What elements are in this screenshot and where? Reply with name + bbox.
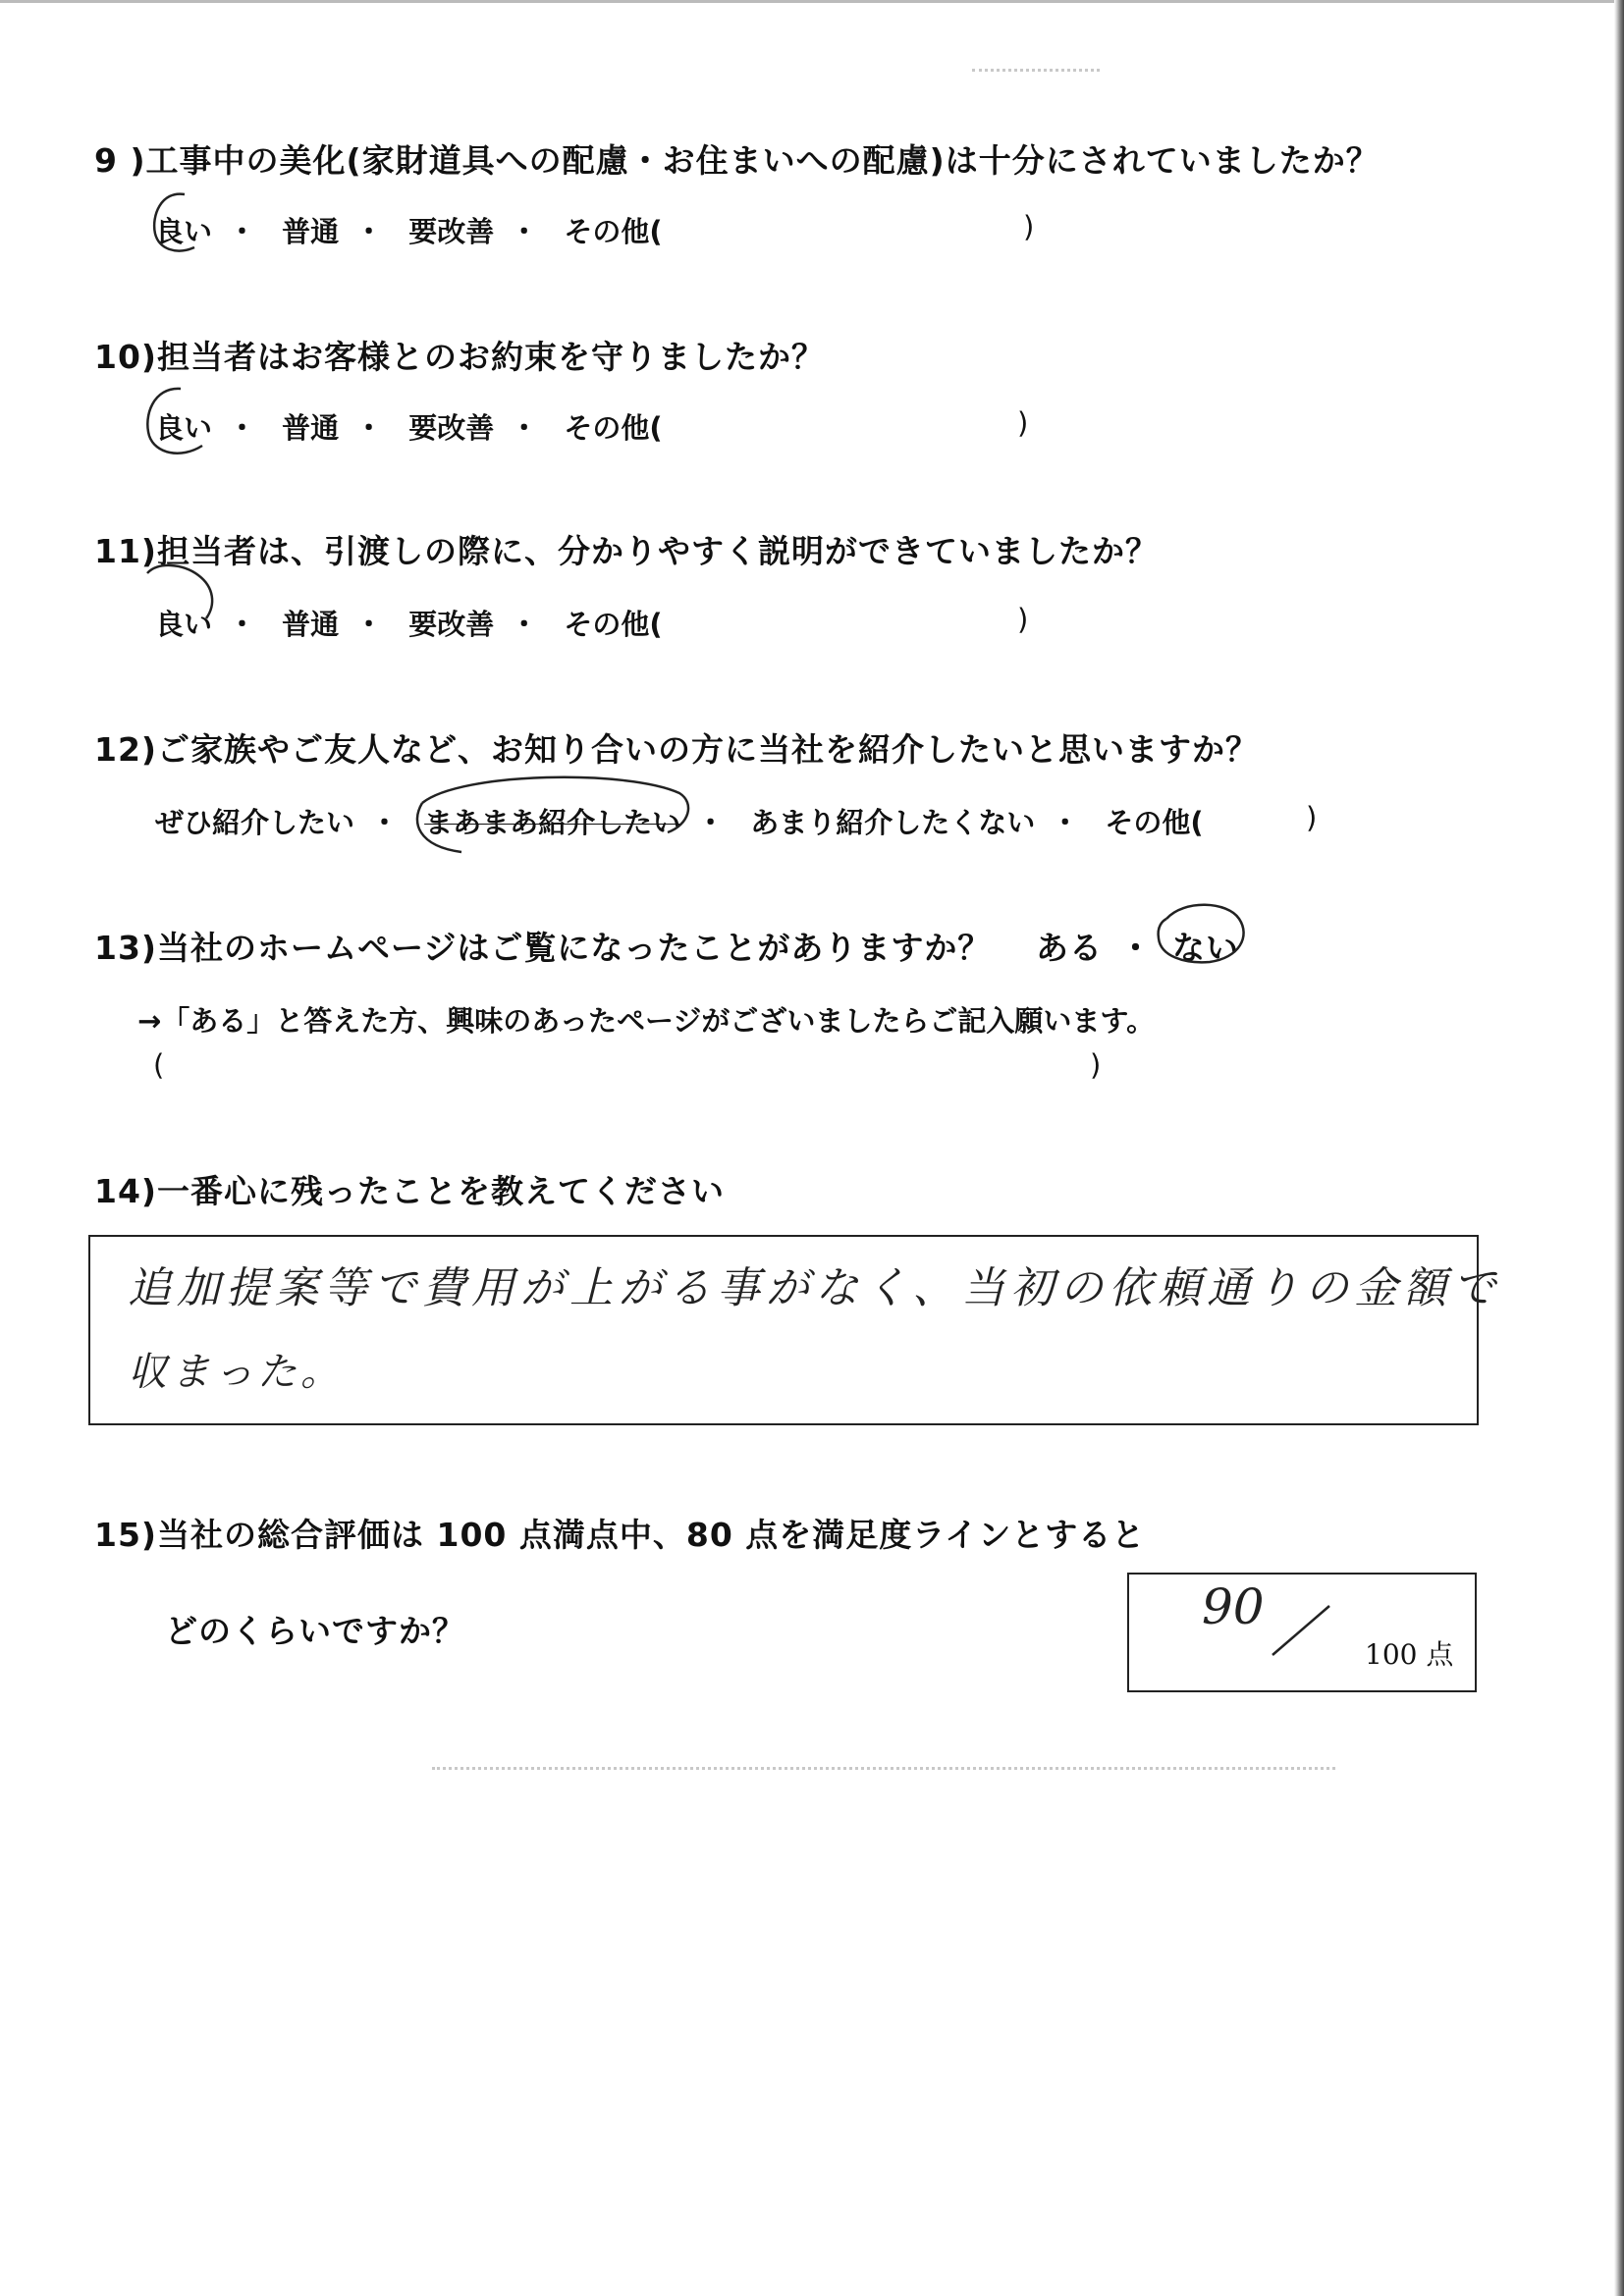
- scan-smudge-bottom: [432, 1767, 1335, 1770]
- option-other[interactable]: その他(: [564, 215, 663, 248]
- option-normal[interactable]: 普通: [282, 215, 340, 248]
- selection-circle-9: [147, 187, 216, 265]
- option-normal[interactable]: 普通: [282, 411, 340, 445]
- close-paren-10: ): [1017, 406, 1029, 440]
- selection-circle-10: [141, 383, 220, 471]
- score-slash: [1267, 1602, 1335, 1661]
- option-needs-improvement[interactable]: 要改善: [408, 608, 495, 641]
- options-10: 良い ・ 普通 ・ 要改善 ・ その他(: [155, 406, 663, 447]
- selection-circle-12: [403, 764, 697, 872]
- scan-top-edge: [0, 0, 1624, 3]
- handwritten-answer-line1: 追加提案等で費用が上がる事がなく、当初の依頼通りの金額で: [128, 1263, 1502, 1313]
- option-other[interactable]: その他(: [564, 608, 663, 641]
- question-15-line2: どのくらいですか？: [165, 1612, 465, 1650]
- option-good[interactable]: 良い: [155, 411, 213, 445]
- score-max: 100 点: [1365, 1638, 1454, 1671]
- close-paren-9: ): [1023, 210, 1035, 243]
- close-paren-13: ): [1090, 1048, 1102, 1082]
- options-11: 良い ・ 普通 ・ 要改善 ・ その他(: [155, 603, 663, 643]
- question-12: 12)ご家族やご友人など、お知り合いの方に当社を紹介したいと思いますか？: [94, 730, 1260, 769]
- question-14: 14)一番心に残ったことを教えてください: [94, 1172, 726, 1210]
- option-not-really[interactable]: あまり紹介したくない: [750, 806, 1036, 839]
- option-other[interactable]: その他(: [564, 411, 663, 445]
- scan-right-edge: [1614, 0, 1624, 2296]
- question-9: 9 )工事中の美化(家財道具への配慮・お住まいへの配慮)は十分にされていましたか？: [94, 141, 1380, 180]
- question-13: 13)当社のホームページはご覧になったことがありますか？: [94, 929, 992, 967]
- option-needs-improvement[interactable]: 要改善: [408, 411, 495, 445]
- question-10: 10)担当者はお客様とのお約束を守りましたか？: [94, 338, 826, 376]
- option-good[interactable]: 良い: [155, 608, 213, 641]
- followup-instruction: →「ある」と答えた方、興味のあったページがございましたらご記入願います。: [137, 1004, 1156, 1038]
- option-needs-improvement[interactable]: 要改善: [408, 215, 495, 248]
- open-paren-13: (: [153, 1048, 165, 1082]
- question-15-line1: 15)当社の総合評価は 100 点満点中、80 点を満足度ラインとすると: [94, 1516, 1146, 1554]
- question-11: 11)担当者は、引渡しの際に、分かりやすく説明ができていましたか？: [94, 532, 1160, 570]
- selection-circle-13: [1145, 893, 1253, 972]
- handwritten-answer-line2: 収まった。: [128, 1350, 344, 1395]
- answer-yes[interactable]: ある: [1036, 929, 1103, 967]
- scan-smudge: [972, 69, 1100, 72]
- selection-circle-11: [137, 560, 226, 638]
- options-9: 良い ・ 普通 ・ 要改善 ・ その他(: [155, 210, 663, 250]
- option-somewhat[interactable]: まあまあ紹介したい: [424, 806, 681, 839]
- option-normal[interactable]: 普通: [282, 608, 340, 641]
- answer-no[interactable]: ない: [1172, 929, 1239, 967]
- handwritten-score: 90: [1202, 1578, 1265, 1635]
- close-paren-11: ): [1017, 603, 1029, 636]
- options-12: ぜひ紹介したい ・ まあまあ紹介したい ・ あまり紹介したくない ・ その他(: [155, 801, 1204, 841]
- close-paren-12: ): [1306, 801, 1318, 834]
- answer-separator: ・: [1119, 929, 1153, 967]
- option-definitely[interactable]: ぜひ紹介したい: [155, 806, 355, 839]
- option-other[interactable]: その他(: [1105, 806, 1204, 839]
- option-good[interactable]: 良い: [155, 215, 213, 248]
